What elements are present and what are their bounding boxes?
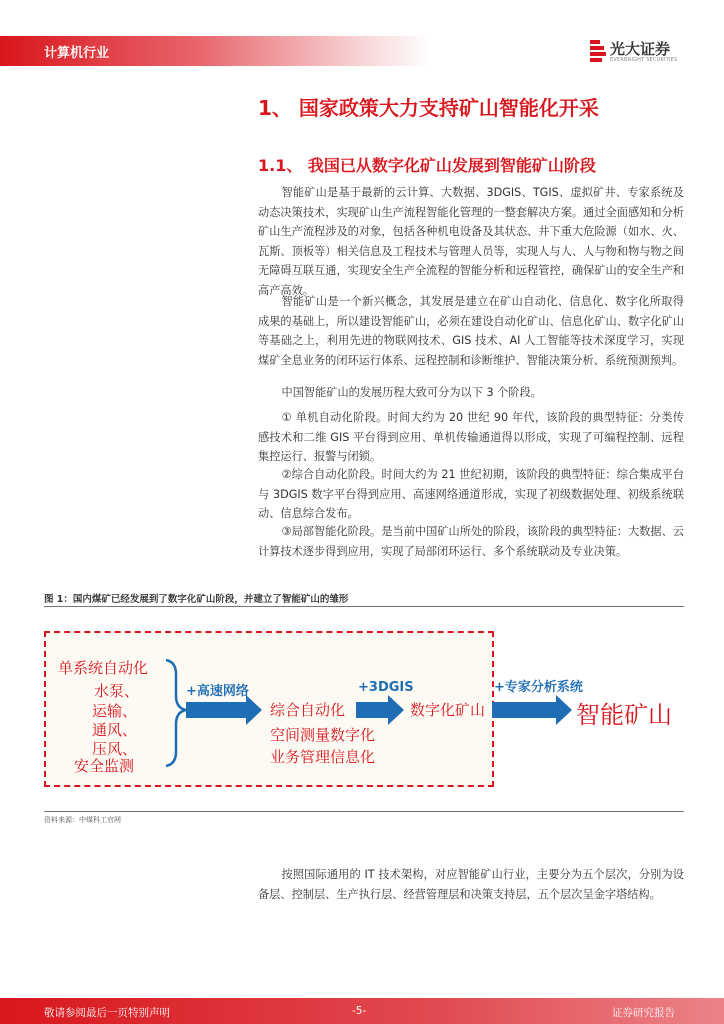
paragraph-concept: 智能矿山是一个新兴概念，其发展是建立在矿山自动化、信息化、数字化所取得成果的基础上，所以建设智能矿山，必须在建设自动化矿山、信息化矿山、数字化矿山等基础之上，利用先进的物联网技术、GIS 技术、AI 人工智能等技术深度学习，实现煤矿全息业务的闭环运行体系、远程控制和诊断维护、智能决策分析、系统预测预判。: [258, 295, 684, 367]
stage1-item: 安全监测: [74, 757, 135, 775]
arrow1-label: +高速网络: [186, 684, 249, 699]
stage1-title: 单系统自动化: [58, 659, 149, 677]
logo-name: 光大证券: [610, 40, 671, 58]
arrow-3: [492, 695, 572, 725]
footer-disclaimer: 敬请参阅最后一页特别声明: [44, 1007, 170, 1019]
stage1-item: 水泵、: [94, 682, 140, 700]
paragraph-stage-1: ① 单机自动化阶段。时间大约为 20 世纪 90 年代，该阶段的典型特征：分类传感技术和二维 GIS 平台得到应用、单机传输通道得以形成，实现了可编程控制、远程集控运行、报警与闭锁。: [258, 411, 684, 463]
subsection-heading: 1.1、 我国已从数字化矿山发展到智能矿山阶段: [258, 156, 596, 175]
stage1-item: 通风、: [92, 721, 138, 739]
footer-report-type: 证券研究报告: [612, 1007, 675, 1019]
paragraph-intro: 智能矿山是基于最新的云计算、大数据、3DGIS、TGIS、虚拟矿井、专家系统及动态决策技术，实现矿山生产流程智能化管理的一整套解决方案。通过全面感知和分析矿山生产流程涉及的对象，包括各种机电设备及其状态、井下重大危险源（如水、火、瓦斯、顶板等）相关信息及工程技术与管理人员等，实现人与人、人与物和物与物之间无障碍互联互通，实现安全生产全流程的智能分析和远程管控，确保矿山的安全生产和高产高效。: [258, 186, 684, 297]
stage3-title: 数字化矿山: [410, 701, 486, 719]
paragraph-stage-3: ③局部智能化阶段。是当前中国矿山所处的阶段，该阶段的典型特征：大数据、云计算技术逐步得到应用，实现了局部闭环运行、多个系统联动及专业决策。: [258, 525, 684, 558]
stage2-sub2: 业务管理信息化: [270, 748, 376, 766]
industry-label: 计算机行业: [44, 46, 110, 61]
arrow-1: [186, 695, 262, 725]
stage2-sub1: 空间测量数字化: [270, 726, 376, 744]
brace-icon: [166, 660, 186, 766]
stage1-item: 运输、: [92, 702, 138, 720]
logo-subtitle: EVERBRIGHT SECURITIES: [610, 57, 678, 63]
section-heading: 1、 国家政策大力支持矿山智能化开采: [258, 96, 599, 120]
paragraph-stages-intro: 中国智能矿山的发展历程大致可分为以下 3 个阶段。: [281, 386, 542, 399]
figure-source: 资料来源：中煤科工官网: [44, 816, 121, 824]
stage2-title: 综合自动化: [270, 701, 346, 719]
figure-caption: 图 1：国内煤矿已经发展到了数字化矿山阶段，并建立了智能矿山的雏形: [44, 594, 349, 605]
arrow-2: [356, 695, 404, 725]
arrow2-label: +3DGIS: [358, 680, 414, 695]
figure-bottom-rule: [44, 811, 684, 812]
stage4-title: 智能矿山: [576, 701, 672, 729]
arrow3-label: +专家分析系统: [494, 680, 583, 695]
stage1-item: 压风、: [92, 740, 138, 758]
page-number: -5-: [352, 1005, 367, 1017]
paragraph-architecture: 按照国际通用的 IT 技术架构，对应智能矿山行业，主要分为五个层次，分别为设备层、控制层、生产执行层、经营管理层和决策支持层，五个层次呈金字塔结构。: [258, 868, 684, 901]
paragraph-stage-2: ②综合自动化阶段。时间大约为 21 世纪初期，该阶段的典型特征：综合集成平台与 3DGIS 数字平台得到应用、高速网络通道形成，实现了初级数据处理、初级系统联动、信息综合发布。: [258, 468, 684, 520]
